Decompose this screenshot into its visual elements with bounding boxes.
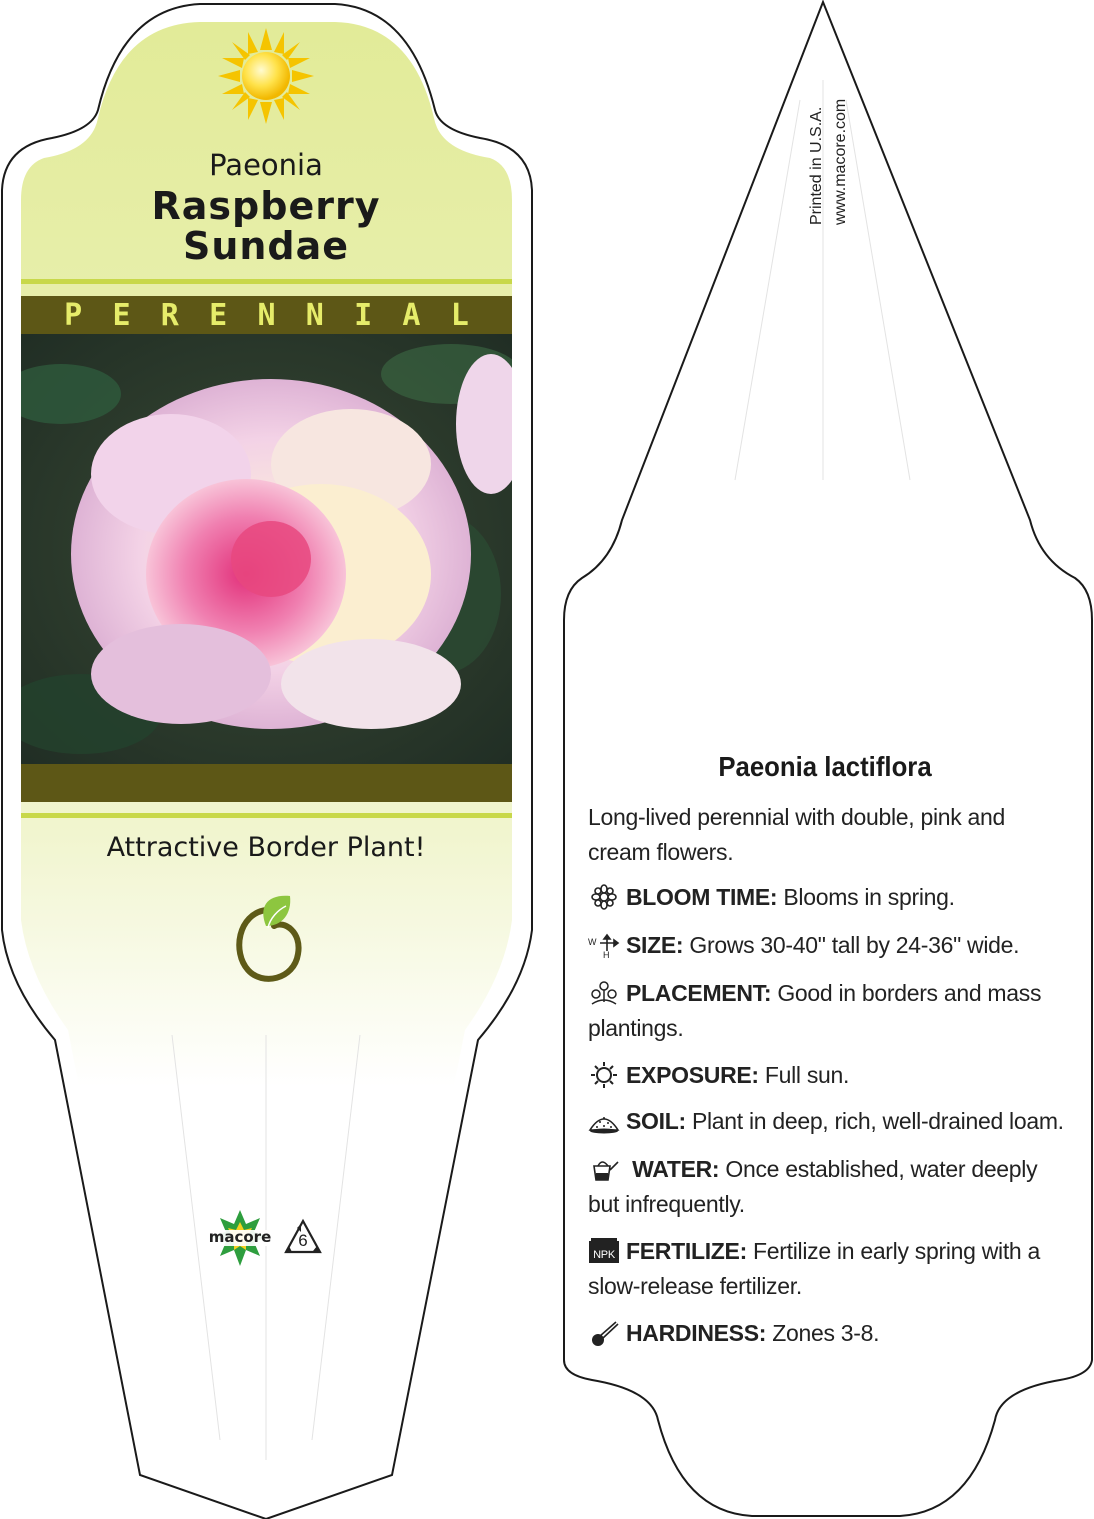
macore-logo <box>204 1208 276 1268</box>
printed-in-usa: Printed in U.S.A. <box>808 106 825 225</box>
cultivar-line-2: Sundae <box>182 224 350 268</box>
care-text: Once established, water deeply but infrequently. <box>588 1156 1038 1217</box>
cultivar-name <box>60 186 472 266</box>
care-item-size <box>588 928 1072 963</box>
svg-text:W: W <box>588 937 597 947</box>
care-label: PLACEMENT: <box>626 980 772 1006</box>
category-letter: I <box>354 297 373 333</box>
watering-can-icon <box>588 1156 620 1182</box>
recycle-code: 6 <box>298 1231 308 1250</box>
care-item-hardiness <box>588 1316 1072 1351</box>
genus-name: Paeonia <box>209 148 323 182</box>
thermometer-icon <box>588 1320 620 1346</box>
accent-line-top <box>21 279 512 284</box>
care-label: HARDINESS: <box>626 1320 767 1346</box>
care-text: Blooms in spring. <box>783 884 955 910</box>
category-letter: E <box>112 297 131 333</box>
photo-bottom-band <box>21 764 512 802</box>
size-arrows-icon <box>588 932 620 958</box>
flower-icon <box>588 884 620 910</box>
category-letter: P <box>64 297 83 333</box>
plant-cluster-icon <box>588 980 620 1006</box>
category-letter: L <box>450 297 469 333</box>
care-item-exposure <box>588 1058 1072 1093</box>
flower-photo <box>21 334 512 764</box>
leaf-swirl-logo-icon <box>228 892 304 986</box>
category-letter: R <box>160 297 179 333</box>
category-letter: E <box>209 297 228 333</box>
sun-outline-icon <box>588 1062 620 1088</box>
full-sun-icon <box>218 28 314 124</box>
care-text: Grows 30-40" tall by 24-36" wide. <box>689 932 1020 958</box>
category-label <box>21 296 512 334</box>
care-label: BLOOM TIME: <box>626 884 778 910</box>
care-text: Good in borders and mass plantings. <box>588 980 1042 1041</box>
category-letter: N <box>305 297 324 333</box>
printer-credits <box>808 60 848 240</box>
botanical-name: Paeonia lactiflora <box>718 751 932 782</box>
care-label: SIZE: <box>626 932 684 958</box>
category-letter: N <box>257 297 276 333</box>
website: www.macore.com <box>832 98 849 225</box>
plant-description: Long-lived perennial with double, pink and cream flowers. <box>588 804 1006 865</box>
care-text: Plant in deep, rich, well-drained loam. <box>691 1108 1064 1134</box>
care-item-bloom-time <box>588 880 1072 915</box>
care-item-placement <box>588 976 1072 1046</box>
npk-icon <box>588 1238 620 1264</box>
care-label: SOIL: <box>626 1108 686 1134</box>
soil-pile-icon <box>588 1108 620 1134</box>
care-label: EXPOSURE: <box>626 1062 759 1088</box>
care-text: Fertilize in early spring with a slow-release fertilizer. <box>588 1238 1040 1299</box>
svg-text:H: H <box>603 950 610 958</box>
macore-wordmark: macore <box>208 1228 272 1246</box>
svg-text:NPK: NPK <box>593 1249 615 1261</box>
cultivar-line-1: Raspberry <box>151 184 381 228</box>
accent-line-bottom <box>21 813 512 818</box>
category-letter: A <box>402 297 421 333</box>
care-label: FERTILIZE: <box>626 1238 747 1264</box>
care-text: Full sun. <box>764 1062 850 1088</box>
care-label: WATER: <box>626 1156 720 1182</box>
tagline: Attractive Border Plant! <box>106 832 426 863</box>
care-item-soil <box>588 1104 1072 1139</box>
care-text: Zones 3-8. <box>772 1320 880 1346</box>
care-item-fertilize <box>588 1234 1072 1304</box>
care-item-water <box>588 1152 1072 1222</box>
